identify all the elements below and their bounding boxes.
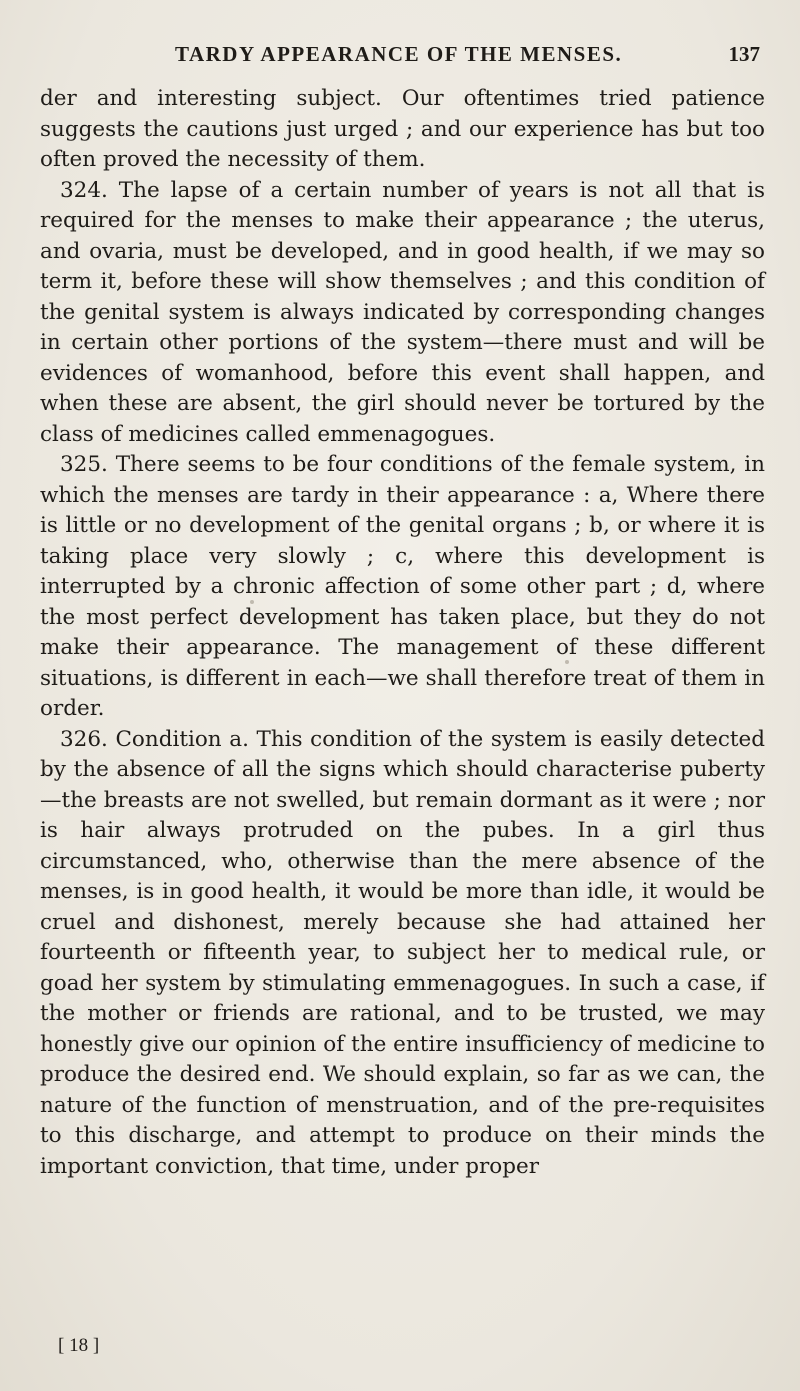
paragraph-number: 325. — [60, 452, 108, 477]
paragraph-325 — [40, 450, 765, 725]
running-head — [40, 42, 760, 72]
page-number: 137 — [728, 42, 760, 66]
paragraph-text: There seems to be four conditions of the female system, in which the menses are tardy in their appearance : a, Where there is little or no development of the genital organs ; b, or where it is taking place very slowly ; c, where this development is interrupted by a chronic affection of some other part ; d, where the most perfect development has taken place, but they do not make their appearance. The management of these different situations, is different in each—we shall therefore treat of them in order. — [40, 452, 765, 721]
paragraph-text: Condition a. This condition of the system is easily detected by the absence of all the signs which should characterise puberty—the breasts are not swelled, but remain dormant as it were ; nor is hair always protruded on the pubes. In a girl thus circumstanced, who, otherwise than the mere absence of the menses, is in good health, it would be more than idle, it would be cruel and dishonest, merely because she had attained her fourteenth or fifteenth year, to subject her to medical rule, or goad her system by stimulating emmenagogues. In such a case, if the mother or friends are rational, and to be trusted, we may honestly give our opinion of the entire insufficiency of medicine to produce the desired end. We should explain, so far as we can, the nature of the function of menstruation, and of the pre-requisites to this discharge, and attempt to produce on their minds the important conviction, that time, under proper — [40, 726, 765, 1179]
paragraph-326 — [40, 725, 765, 1183]
paragraph-text: der and interesting subject. Our oftentimes tried patience suggests the cautions just urged ; and our experience has but too often proved the necessity of them. — [40, 86, 765, 172]
body-text — [40, 84, 765, 1182]
paper-speck — [250, 600, 254, 604]
paragraph-324 — [40, 176, 765, 451]
running-title: TARDY APPEARANCE OF THE MENSES. — [175, 42, 623, 66]
paper-speck — [565, 660, 569, 664]
paragraph-number: 326. — [60, 726, 108, 752]
signature-mark: [ 18 ] — [58, 1335, 100, 1356]
paragraph-number: 324. — [60, 177, 108, 203]
paragraph-text: The lapse of a certain number of years is not all that is required for the menses to make their appearance ; the uterus, and ovaria, must be developed, and in good health, if we may so term it, before these will show themselves ; and this condition of the genital system is always indicated by corresponding changes in certain other portions of the system—there must and will be evidences of womanhood, before this event shall happen, and when these are absent, the girl should never be tortured by the class of medicines called emmenagogues. — [40, 177, 765, 447]
paragraph-continued — [40, 84, 765, 176]
